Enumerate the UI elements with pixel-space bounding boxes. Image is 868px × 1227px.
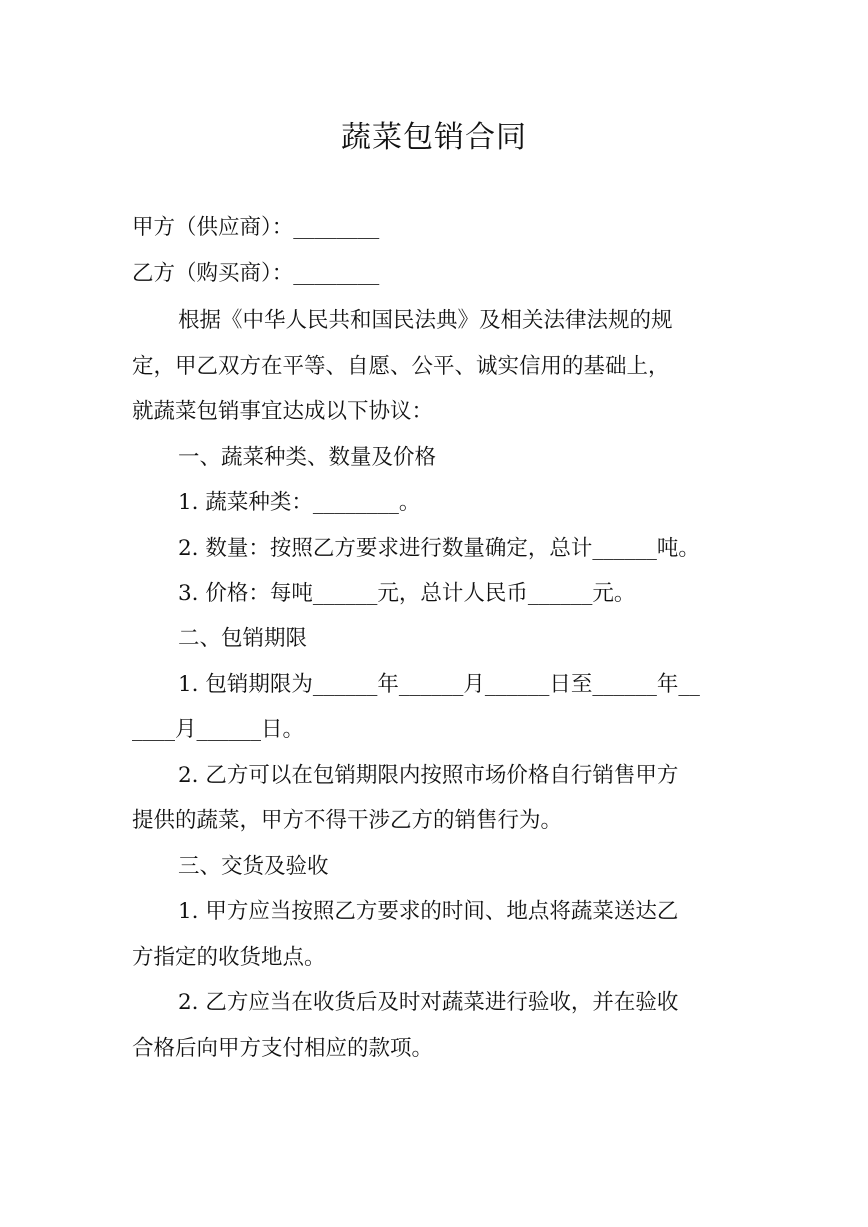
section-2-heading: 二、包销期限	[178, 626, 308, 651]
section-3-heading: 三、交货及验收	[178, 854, 329, 879]
section-3-item-2-line-1: 2. 乙方应当在收货后及时对蔬菜进行验收，并在验收	[178, 990, 679, 1015]
intro-paragraph-line-3: 就蔬菜包销事宜达成以下协议：	[132, 399, 434, 424]
section-2-item-2-line-1: 2. 乙方可以在包销期限内按照市场价格自行销售甲方	[178, 763, 679, 788]
party-b-line: 乙方（购买商）：________	[132, 261, 380, 286]
section-2-item-1-line-1: 1. 包销期限为______年______月______日至______年__	[178, 672, 700, 697]
section-3-item-1-line-1: 1. 甲方应当按照乙方要求的时间、地点将蔬菜送达乙	[178, 899, 679, 924]
section-3-item-2-line-2: 合格后向甲方支付相应的款项。	[132, 1036, 434, 1061]
section-1-heading: 一、蔬菜种类、数量及价格	[178, 445, 437, 470]
section-1-item-1: 1. 蔬菜种类：________。	[178, 490, 421, 515]
section-1-item-2: 2. 数量：按照乙方要求进行数量确定，总计______吨。	[178, 536, 700, 561]
section-2-item-2-line-2: 提供的蔬菜，甲方不得干涉乙方的销售行为。	[132, 808, 563, 833]
section-1-item-3: 3. 价格：每吨______元，总计人民币______元。	[178, 581, 636, 606]
section-2-item-1-line-2: ____月______日。	[132, 717, 305, 742]
intro-paragraph-line-2: 定，甲乙双方在平等、自愿、公平、诚实信用的基础上，	[132, 354, 670, 379]
section-3-item-1-line-2: 方指定的收货地点。	[132, 945, 326, 970]
document-title: 蔬菜包销合同	[341, 120, 527, 155]
party-a-line: 甲方（供应商）：________	[132, 215, 380, 240]
intro-paragraph-line-1: 根据《中华人民共和国民法典》及相关法律法规的规	[178, 308, 673, 333]
